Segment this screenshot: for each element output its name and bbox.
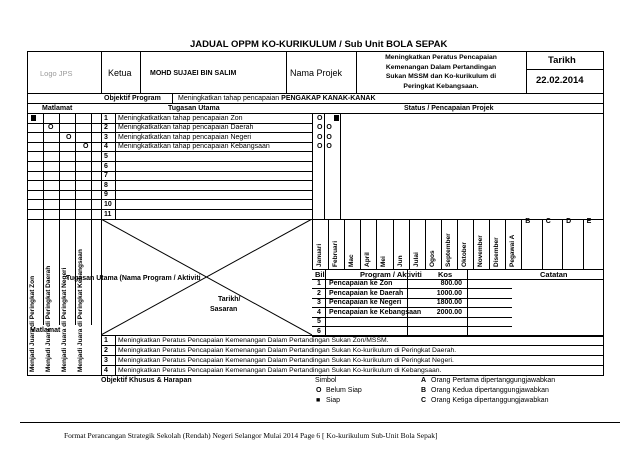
tarikh-divider — [526, 69, 603, 70]
month-col-line — [473, 219, 474, 269]
status-header: Status / Pencapaian Projek — [404, 105, 494, 112]
col-sep-a — [43, 113, 44, 325]
col-sep-g — [312, 113, 313, 269]
task-no: 3 — [104, 133, 108, 141]
header-divider-1 — [101, 51, 102, 93]
status-col-line — [324, 113, 325, 219]
frame-top — [27, 51, 603, 52]
budget-bil: 2 — [317, 289, 321, 297]
matlamat-mark: O — [83, 143, 89, 151]
month-label: Jun — [396, 255, 404, 267]
status-col-line — [340, 113, 341, 219]
month-col-line — [376, 219, 377, 269]
month-col-line — [393, 219, 394, 269]
logo-placeholder: Logo JPS — [40, 69, 73, 78]
task-no: 1 — [104, 114, 108, 122]
letter-col: E — [586, 218, 592, 225]
frame-left — [27, 51, 28, 376]
objektif-khusus-label: Objektif Khusus & Harapan — [101, 377, 192, 384]
task-row-line — [27, 199, 312, 200]
projek-line-1: Meningkatkan Peratus Pencapaian — [385, 54, 497, 61]
legend-siap: Siap — [326, 397, 341, 404]
header-divider-2 — [140, 51, 141, 93]
objective-text: Meningkatkan Peratus Pencapaian Kemenangan Dalam Pertandingan Sukan Ko-kurikulum di Kebangsaan. — [118, 366, 442, 374]
task-text: Meningkatkatkan tahap pencapaian Zon — [118, 114, 243, 122]
header-divider-3 — [286, 51, 287, 93]
month-col-line — [489, 219, 490, 269]
task-row-line — [27, 209, 312, 210]
task-no: 4 — [104, 143, 108, 151]
matlamat-mark: O — [48, 124, 54, 132]
matlamat-header: Matlamat — [42, 105, 73, 112]
tugasan-header: Tugasan Utama — [168, 105, 220, 112]
budget-col-line — [407, 269, 408, 336]
nama-projek-value — [356, 53, 526, 91]
legend-belum-siap: Belum Siap — [326, 387, 362, 394]
budget-kos: 1000.00 — [436, 289, 462, 297]
letter-col: D — [566, 218, 572, 225]
month-col-line — [521, 219, 522, 269]
goal-label: Menjadi Juara di Peringkat Negeri — [61, 267, 68, 372]
budget-bil: 3 — [317, 299, 321, 306]
role-a-letter: A — [421, 377, 427, 384]
month-label: Oktober — [460, 242, 468, 267]
month-col-line — [328, 219, 329, 269]
month-col-line — [344, 219, 345, 269]
month-col-line — [441, 219, 442, 269]
task-no: 11 — [104, 210, 112, 218]
role-b-text: Orang Kedua dipertanggungjawabkan — [431, 387, 549, 394]
task-status: O — [317, 114, 323, 122]
task-no: 9 — [104, 191, 108, 199]
ketua-label: Ketua — [108, 68, 132, 78]
task-row-line — [27, 161, 312, 162]
month-col-line — [360, 219, 361, 269]
task-status: O O — [317, 143, 332, 151]
letter-col-line — [562, 219, 563, 269]
month-label: Pegawai A — [509, 234, 517, 267]
budget-col-line — [325, 269, 326, 336]
letter-col-line — [583, 219, 584, 269]
budget-row-line — [312, 317, 512, 318]
objektif-divider — [172, 93, 173, 103]
objektif-bold: PENGAKAP KANAK-KANAK — [281, 95, 376, 102]
budget-bil: 1 — [317, 280, 321, 287]
col-sep-c — [75, 113, 76, 325]
footer-rule — [20, 422, 620, 423]
letter-col: B — [525, 218, 531, 225]
objektif-text — [178, 94, 376, 103]
cross-tugasan: Tugasan Utama (Nama Program / Aktiviti — [66, 275, 201, 282]
labels-bottom — [27, 113, 603, 114]
role-a-text: Orang Pertama dipertanggungjawabkan — [431, 377, 556, 384]
letter-col-line — [542, 219, 543, 269]
simbol-label: Simbol — [315, 377, 337, 384]
legend-symbol-filled: ■ — [316, 397, 321, 404]
task-text: Meningkatkatkan tahap pencapaian Daerah — [118, 124, 254, 132]
objective-text: Meningkatkan Peratus Pencapaian Kemenangan Dalam Pertandingan Sukan Zon/MSSM. — [118, 336, 389, 344]
task-status: O O — [317, 124, 332, 132]
budget-header-catatan: Catatan — [540, 269, 568, 279]
budget-kos: 2000.00 — [436, 308, 462, 316]
budget-bil: 6 — [317, 327, 321, 335]
month-col-line — [409, 219, 410, 269]
task-no: 7 — [104, 172, 108, 180]
status-done-mark — [334, 115, 339, 121]
task-no: 5 — [104, 152, 108, 160]
objective-text: Meningkatkan Peratus Pencapaian Kemenangan Dalam Pertandingan Sukan Ko-kurikulum di Peringkat Negeri. — [118, 356, 454, 364]
month-label: April — [364, 252, 372, 267]
budget-program: Pencapaian ke Zon — [329, 280, 393, 287]
budget-kos: 800.00 — [440, 280, 462, 287]
month-label: Disember — [493, 237, 501, 267]
task-status: O O — [317, 133, 332, 141]
month-label: November — [477, 235, 484, 267]
objective-col-line — [115, 335, 116, 375]
tarikh-label: Tarikh — [548, 55, 576, 66]
tarikh-value: 22.02.2014 — [536, 75, 584, 86]
budget-row-line — [312, 326, 512, 327]
objektif-prefix: Meningkatkan tahap pencapaian — [178, 95, 280, 102]
task-text: Meningkatkatkan tahap pencapaian Kebangsaan — [118, 143, 270, 151]
goal-label: Menjadi Juara di Peringkat Zon — [29, 275, 36, 372]
header-divider-5 — [526, 51, 527, 93]
budget-program: Pencapaian ke Negeri — [329, 299, 402, 306]
cross-matlamat: Matlamat — [30, 327, 61, 334]
task-no: 6 — [104, 162, 108, 170]
col-sep-b — [59, 113, 60, 325]
task-no: 2 — [104, 124, 108, 132]
month-label: September — [444, 233, 452, 267]
budget-bil: 4 — [317, 308, 321, 316]
budget-col-line — [467, 269, 468, 336]
page-title: JADUAL OPPM KO-KURIKULUM / Sub Unit BOLA SEPAK — [190, 39, 448, 50]
budget-program: Pencapaian ke Daerah — [329, 289, 404, 297]
role-c-letter: C — [421, 397, 427, 404]
nama-projek-label: Nama Projek — [290, 68, 343, 78]
month-col-line — [457, 219, 458, 269]
month-label: Julai — [412, 252, 420, 267]
task-row-line — [27, 190, 312, 191]
task-text: Meningkatkatkan tahap pencapaian Negeri — [118, 133, 252, 141]
task-no: 8 — [104, 181, 108, 189]
matlamat-done-mark — [31, 115, 36, 121]
month-label: Mei — [380, 256, 388, 267]
month-label: Ogos — [428, 250, 436, 267]
task-row-line — [27, 151, 312, 152]
objective-no: 2 — [104, 346, 108, 354]
budget-header-program: Program / Aktiviti — [360, 269, 422, 279]
objective-no: 1 — [104, 336, 108, 344]
projek-line-3: Sukan MSSM dan Ko-kurikulum di — [385, 73, 497, 80]
budget-kos: 1800.00 — [436, 299, 462, 306]
ketua-value: MOHD SUJAEI BIN SALIM — [150, 70, 237, 77]
matlamat-mark: O — [66, 133, 72, 141]
month-label: Januari — [316, 243, 323, 267]
budget-header-bil: Bil — [315, 269, 325, 279]
goal-label: Menjadi Juara di Peringkat Daerah — [45, 265, 52, 372]
budget-bil: 5 — [317, 318, 321, 325]
col-sep-d — [91, 113, 92, 325]
footer-text: Format Perancangan Strategik Sekolah (Rendah) Negeri Selangor Mulai 2014 Page 6 [ Ko-kurikulum Sub-Unit Bola Sepak] — [64, 431, 438, 440]
task-no: 10 — [104, 200, 112, 208]
objective-no: 4 — [104, 366, 108, 374]
budget-program: Pencapaian ke Kebangsaan — [329, 308, 422, 316]
month-col-line — [505, 219, 506, 269]
legend-symbol-open: O — [316, 387, 322, 394]
frame-right — [603, 51, 604, 376]
role-c-text: Orang Ketiga dipertanggungjawabkan — [431, 397, 549, 404]
objective-no: 3 — [104, 356, 108, 364]
month-col-line — [425, 219, 426, 269]
month-label: Februari — [332, 240, 340, 267]
role-b-letter: B — [421, 387, 427, 394]
projek-line-4: Peringkat Kebangsaan. — [403, 82, 479, 90]
objektif-bottom — [27, 103, 603, 104]
budget-header-kos: Kos — [438, 269, 453, 279]
projek-line-2: Kemenangan Dalam Pertandingan — [385, 63, 497, 71]
letter-col: C — [545, 218, 551, 225]
goal-label: Menjadi Juara di Peringkat Kebangsaan — [77, 249, 84, 372]
cross-tarikh: Tarikh/ — [218, 296, 241, 303]
task-row-line — [27, 180, 312, 181]
month-label: Mac — [348, 254, 356, 267]
col-sep-f — [115, 113, 116, 219]
cross-sasaran: Sasaran — [210, 306, 238, 313]
objektif-label: Objektif Program — [104, 95, 161, 102]
objective-text: Meningkatkan Peratus Pencapaian Kemenangan Dalam Pertandingan Sukan Ko-kurikulum di Peringkat Daerah. — [118, 346, 457, 354]
task-row-line — [27, 171, 312, 172]
